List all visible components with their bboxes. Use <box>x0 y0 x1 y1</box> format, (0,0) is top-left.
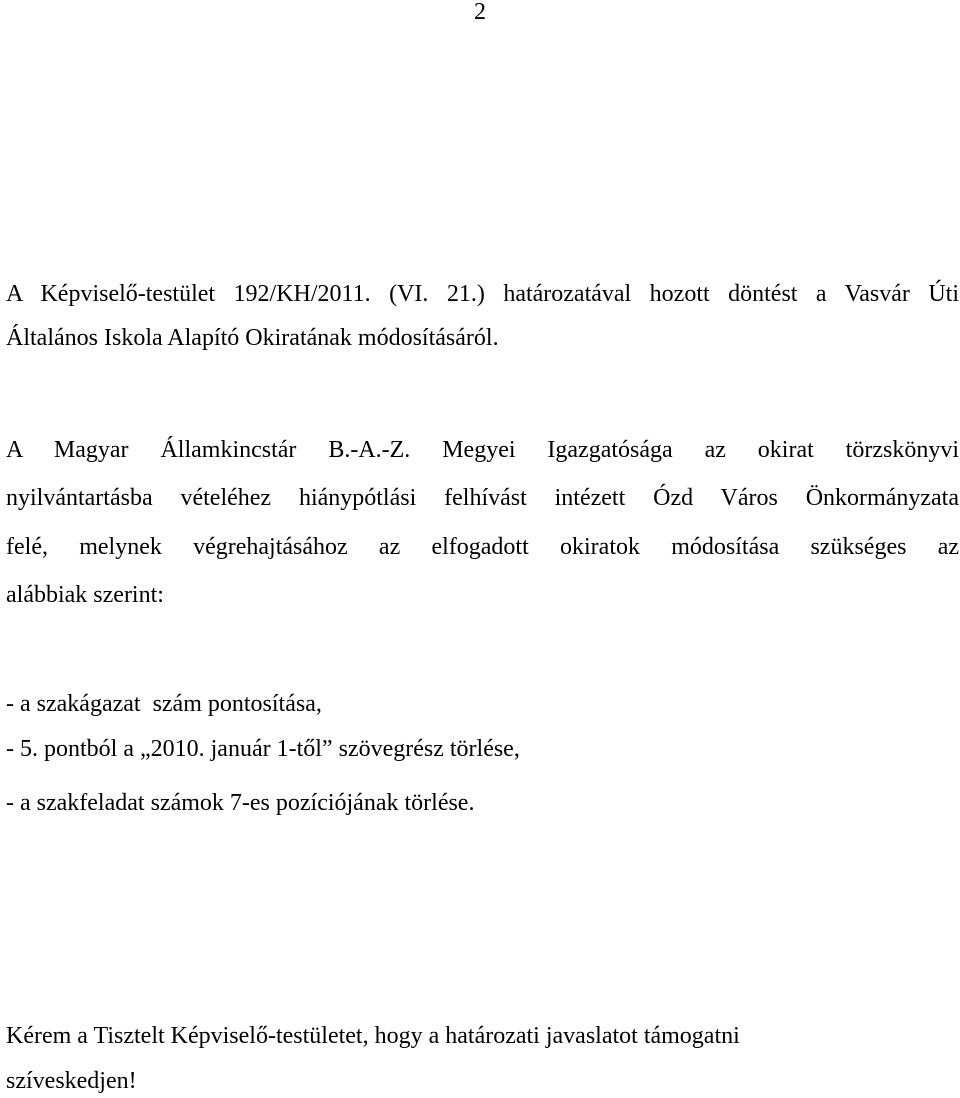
closing-line-2: szíveskedjen! <box>6 1068 137 1094</box>
body-line-4: alábbiak szerint: <box>6 582 164 608</box>
intro-line-2: Általános Iskola Alapító Okiratának módosításáról. <box>6 325 499 351</box>
body-line-2: nyilvántartásba vételéhez hiánypótlási felhívást intézett Ózd Város Önkormányzata <box>6 485 959 511</box>
list-item: - a szakágazat szám pontosítása, <box>6 691 322 717</box>
body-line-3: felé, melynek végrehajtásához az elfogadott okiratok módosítása szükséges az <box>6 534 959 560</box>
list-item: - a szakfeladat számok 7-es pozíciójának törlése. <box>6 790 475 816</box>
closing-line-1: Kérem a Tisztelt Képviselő-testületet, hogy a határozati javaslatot támogatni <box>6 1023 740 1049</box>
page-number: 2 <box>474 0 486 25</box>
list-item: - 5. pontból a „2010. január 1-től” szövegrész törlése, <box>6 736 520 762</box>
body-line-1: A Magyar Államkincstár B.-A.-Z. Megyei Igazgatósága az okirat törzskönyvi <box>6 437 959 463</box>
intro-line-1: A Képviselő-testület 192/KH/2011. (VI. 21.) határozatával hozott döntést a Vasvár Úti <box>6 281 959 307</box>
